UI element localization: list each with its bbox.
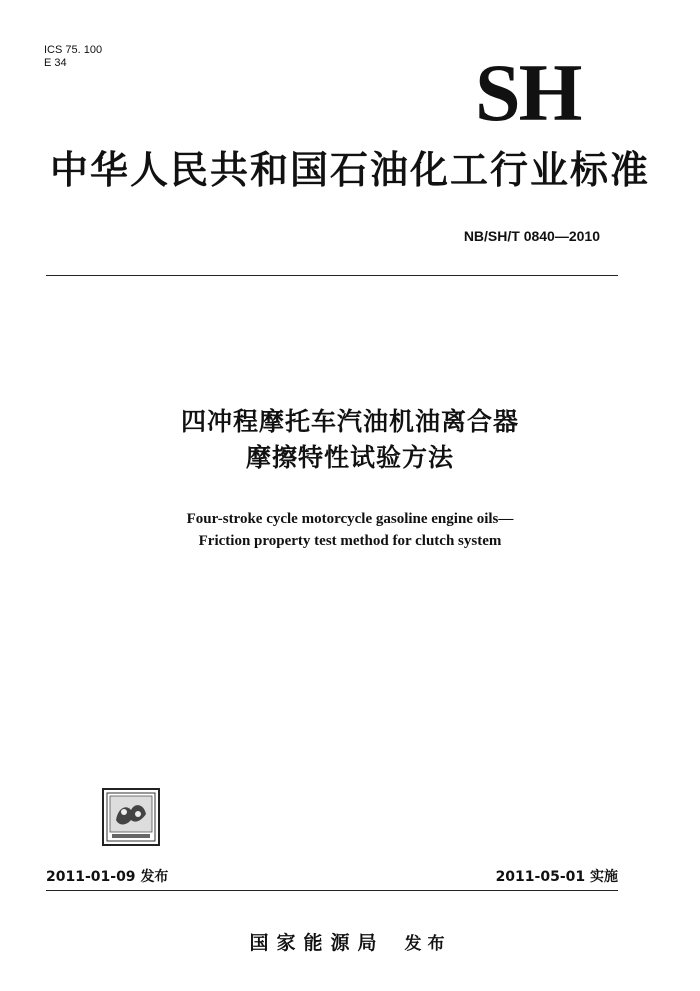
- issue-date-label: 发布: [140, 869, 169, 885]
- english-title-line-1: Four-stroke cycle motorcycle gasoline engine oils—: [186, 511, 514, 527]
- publisher-seal-icon: [102, 788, 160, 846]
- chinese-title: [0, 404, 700, 476]
- implementation-date-value: 2011-05-01: [495, 869, 586, 885]
- implementation-date-label: 实施: [590, 869, 618, 885]
- ics-code: ICS 75. 100: [44, 44, 103, 56]
- industry-standard-title: 中华人民共和国石油化工行业标准: [49, 148, 650, 192]
- issue-date-value: 2011-01-09: [46, 869, 136, 885]
- issue-date: [46, 866, 168, 886]
- bottom-divider: [46, 890, 618, 891]
- standard-number: NB/SH/T 0840—2010: [463, 228, 600, 244]
- ccs-code: E 34: [44, 57, 67, 69]
- implementation-date: [496, 866, 618, 886]
- publisher: [0, 928, 700, 955]
- classification-codes: [44, 44, 102, 70]
- english-title: [0, 508, 700, 552]
- english-title-line-2: Friction property test method for clutch system: [198, 533, 502, 549]
- chinese-title-line-1: 四冲程摩托车汽油机油离合器: [180, 407, 519, 436]
- chinese-title-line-2: 摩擦特性试验方法: [245, 443, 454, 472]
- sh-logo: SH: [475, 47, 581, 138]
- publisher-action: 发布: [404, 934, 451, 954]
- top-divider: [46, 275, 618, 276]
- publisher-name: 国家能源局: [249, 932, 385, 954]
